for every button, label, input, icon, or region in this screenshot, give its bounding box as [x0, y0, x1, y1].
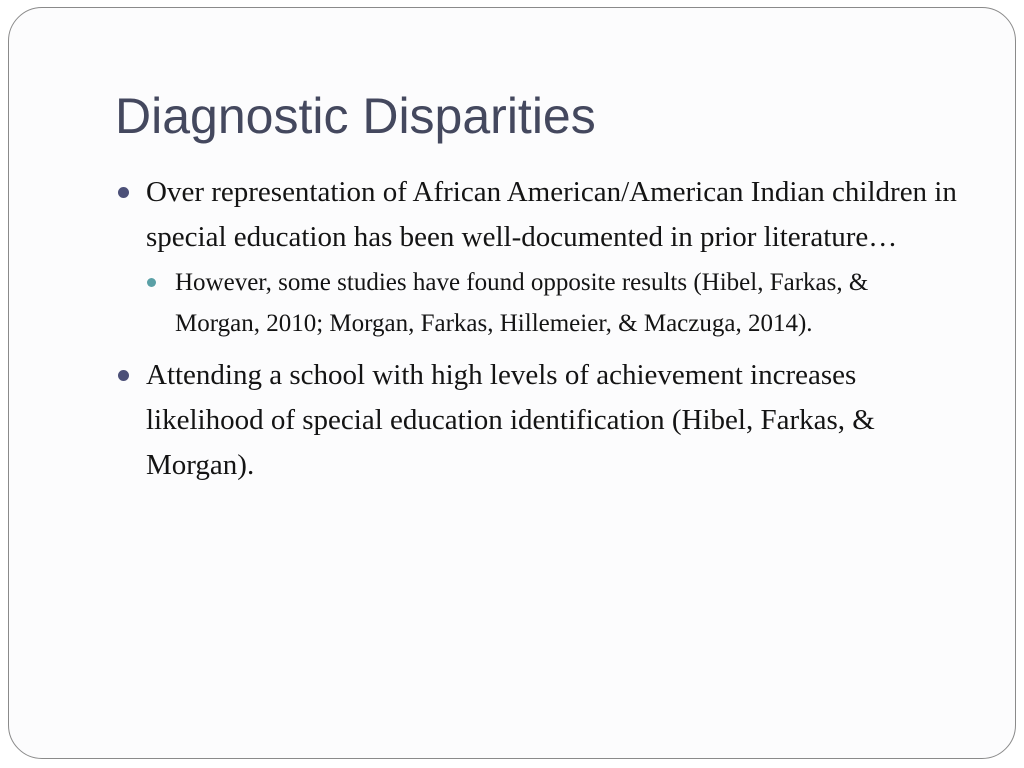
- bullet-text: Over representation of African American/American Indian children in special education has been well-documented in prior literature…: [146, 176, 957, 253]
- bullet-dot-icon: [118, 187, 129, 198]
- bullet-item: [115, 170, 958, 260]
- slide-body: [115, 170, 965, 488]
- sub-bullet-item: [145, 262, 895, 344]
- bullet-item: [115, 353, 958, 488]
- sub-bullet-text: However, some studies have found opposite results (Hibel, Farkas, & Morgan, 2010; Morgan, Farkas, Hillemeier, & Maczuga, 2014).: [175, 269, 869, 337]
- slide: [8, 7, 1016, 759]
- bullet-dot-icon: [118, 370, 129, 381]
- sub-bullet-dot-icon: [147, 278, 156, 287]
- slide-title: Diagnostic Disparities: [115, 88, 596, 144]
- bullet-text: Attending a school with high levels of achievement increases likelihood of special education identification (Hibel, Farkas, & Morgan).: [146, 359, 875, 481]
